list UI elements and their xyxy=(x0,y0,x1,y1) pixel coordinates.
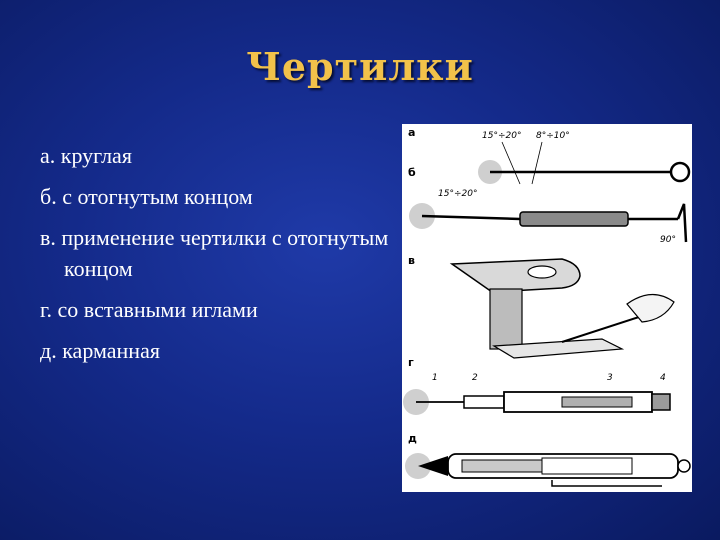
part-label-3: 3 xyxy=(607,373,613,383)
list-item-insert-needles: г. со вставными иглами xyxy=(40,297,258,322)
list-item-bent-end: б. с отогнутым концом xyxy=(40,184,253,209)
scribers-drawing xyxy=(402,124,692,492)
list-item-pocket: д. карманная xyxy=(40,338,160,363)
label-g: г xyxy=(408,356,414,369)
list-item-round: а. круглая xyxy=(40,143,132,168)
label-a: а xyxy=(408,126,416,139)
angle-label-a2: 8°÷10° xyxy=(536,131,570,141)
pocket-scriber-drawing xyxy=(405,453,690,486)
scriber-usage-drawing xyxy=(452,259,674,358)
insert-needle-scriber-drawing xyxy=(403,373,670,415)
label-v: в xyxy=(408,254,415,267)
part-label-1: 1 xyxy=(432,373,438,383)
angle-label-b1: 15°÷20° xyxy=(438,189,478,199)
label-b: б xyxy=(408,166,416,179)
scribers-illustration xyxy=(402,124,692,492)
label-d: д xyxy=(408,432,417,445)
angle-label-a1: 15°÷20° xyxy=(482,131,522,141)
bent-end-scriber-drawing xyxy=(409,189,686,245)
round-scriber-drawing xyxy=(478,131,689,184)
slide-title: Чертилки xyxy=(246,44,474,89)
part-label-4: 4 xyxy=(660,373,666,383)
scriber-types-list xyxy=(40,140,400,376)
angle-label-b2: 90° xyxy=(660,235,676,245)
part-label-2: 2 xyxy=(472,373,478,383)
list-item-bent-end-usage: в. применение чертилки с отогнутым концом xyxy=(40,225,389,281)
